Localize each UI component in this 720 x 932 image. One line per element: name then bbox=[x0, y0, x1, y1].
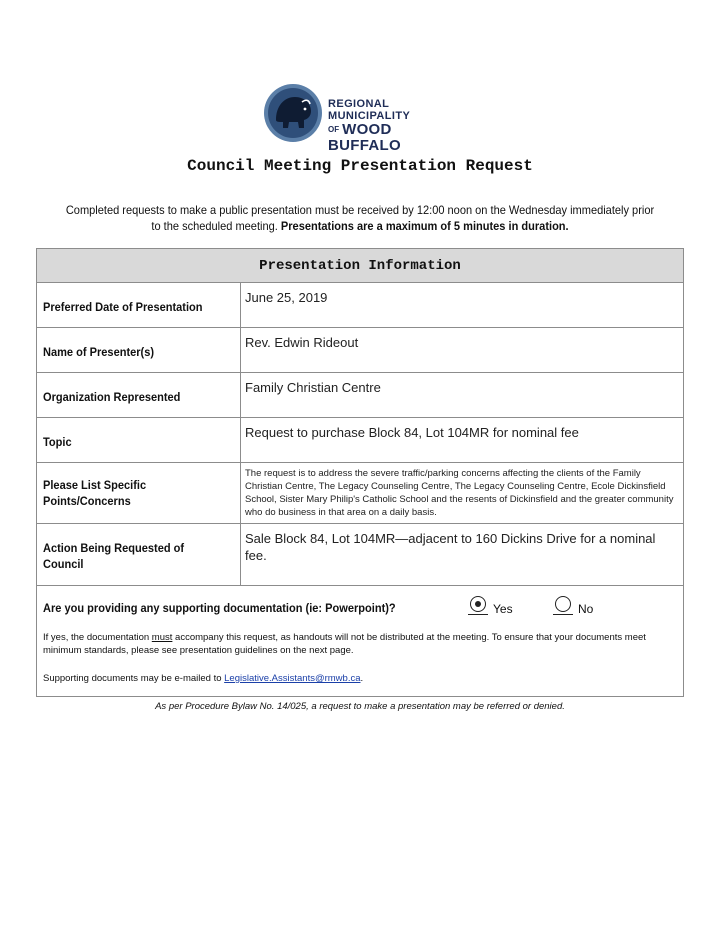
email-note-text: Supporting documents may be e-mailed to bbox=[43, 673, 225, 684]
yes-radio[interactable] bbox=[470, 596, 486, 612]
label-points-line-1: Please List Specific bbox=[43, 478, 147, 492]
label-action-line-1: Action Being Requested of bbox=[43, 541, 185, 555]
yes-label: Yes bbox=[493, 602, 513, 616]
form-row-presenter bbox=[37, 328, 683, 373]
organization-field[interactable]: Family Christian Centre bbox=[245, 380, 381, 395]
action-requested-field[interactable]: Sale Block 84, Lot 104MR—adjacent to 160 Dickins Drive for a nominal fee. bbox=[245, 531, 656, 563]
rmwb-logo bbox=[262, 82, 462, 154]
label-presenter-name: Name of Presenter(s) bbox=[43, 345, 155, 359]
form-row-points bbox=[37, 463, 683, 524]
logo-line-1: REGIONAL MUNICIPALITY bbox=[328, 98, 411, 122]
no-label: No bbox=[578, 602, 594, 616]
topic-field[interactable]: Request to purchase Block 84, Lot 104MR for nominal fee bbox=[245, 425, 579, 440]
yes-underline bbox=[468, 614, 488, 615]
email-note bbox=[43, 672, 673, 685]
label-topic: Topic bbox=[43, 435, 72, 449]
note-text-2: accompany this request, as handouts will not be distributed at the meeting. To ensure that your documents meet minimum standards, please see presentation guidelines on the next page. bbox=[43, 632, 646, 656]
no-radio[interactable] bbox=[555, 596, 571, 612]
label-points-line-2: Points/Concerns bbox=[43, 494, 131, 508]
presentation-form bbox=[36, 248, 684, 697]
supporting-docs-question: Are you providing any supporting documentation (ie: Powerpoint)? bbox=[43, 601, 396, 615]
form-row-topic bbox=[37, 418, 683, 463]
intro-paragraph bbox=[62, 202, 658, 234]
buffalo-emblem-icon bbox=[262, 82, 324, 144]
documentation-note bbox=[43, 631, 673, 657]
points-concerns-field[interactable]: The request is to address the severe traffic/parking concerns affecting the clients of the Family Christian Centre, The Legacy Counseling Centre, The Legacy Counseling Centre, Ecole Dickinsfield School, Sister Mary Philip's Catholic School and the resents of Dickinsfield and the greater community who do business in that area on a daily basis. bbox=[245, 468, 674, 518]
presenter-name-field[interactable]: Rev. Edwin Rideout bbox=[245, 335, 359, 350]
intro-text: Completed requests to make a public presentation must be received by 12:00 noon on the Wednesday immediately prior to the scheduled meeting. bbox=[65, 203, 655, 233]
supporting-docs-section bbox=[37, 586, 683, 696]
label-organization: Organization Represented bbox=[43, 390, 181, 404]
page-title: Council Meeting Presentation Request bbox=[187, 157, 533, 175]
note-text-1: If yes, the documentation bbox=[43, 632, 152, 643]
email-note-end: . bbox=[360, 673, 364, 684]
logo-wood-buffalo: WOOD BUFFALO bbox=[328, 121, 401, 154]
label-action-line-2: Council bbox=[43, 557, 84, 571]
form-row-organization bbox=[37, 373, 683, 418]
no-underline bbox=[553, 614, 573, 615]
bylaw-footer: As per Procedure Bylaw No. 14/025, a request to make a presentation may be referred or denied. bbox=[155, 701, 565, 712]
form-row-action bbox=[37, 524, 683, 586]
email-link[interactable]: Legislative.Assistants@rmwb.ca bbox=[224, 673, 361, 684]
note-must: must bbox=[151, 632, 173, 643]
intro-bold-text: Presentations are a maximum of 5 minutes in duration. bbox=[280, 219, 569, 233]
form-header-title: Presentation Information bbox=[259, 258, 461, 274]
logo-of: OF bbox=[328, 125, 340, 134]
preferred-date-field[interactable]: June 25, 2019 bbox=[245, 290, 328, 305]
radio-selected-dot bbox=[475, 601, 481, 607]
label-preferred-date: Preferred Date of Presentation bbox=[43, 300, 203, 314]
form-row-date bbox=[37, 283, 683, 328]
form-header bbox=[37, 249, 683, 283]
